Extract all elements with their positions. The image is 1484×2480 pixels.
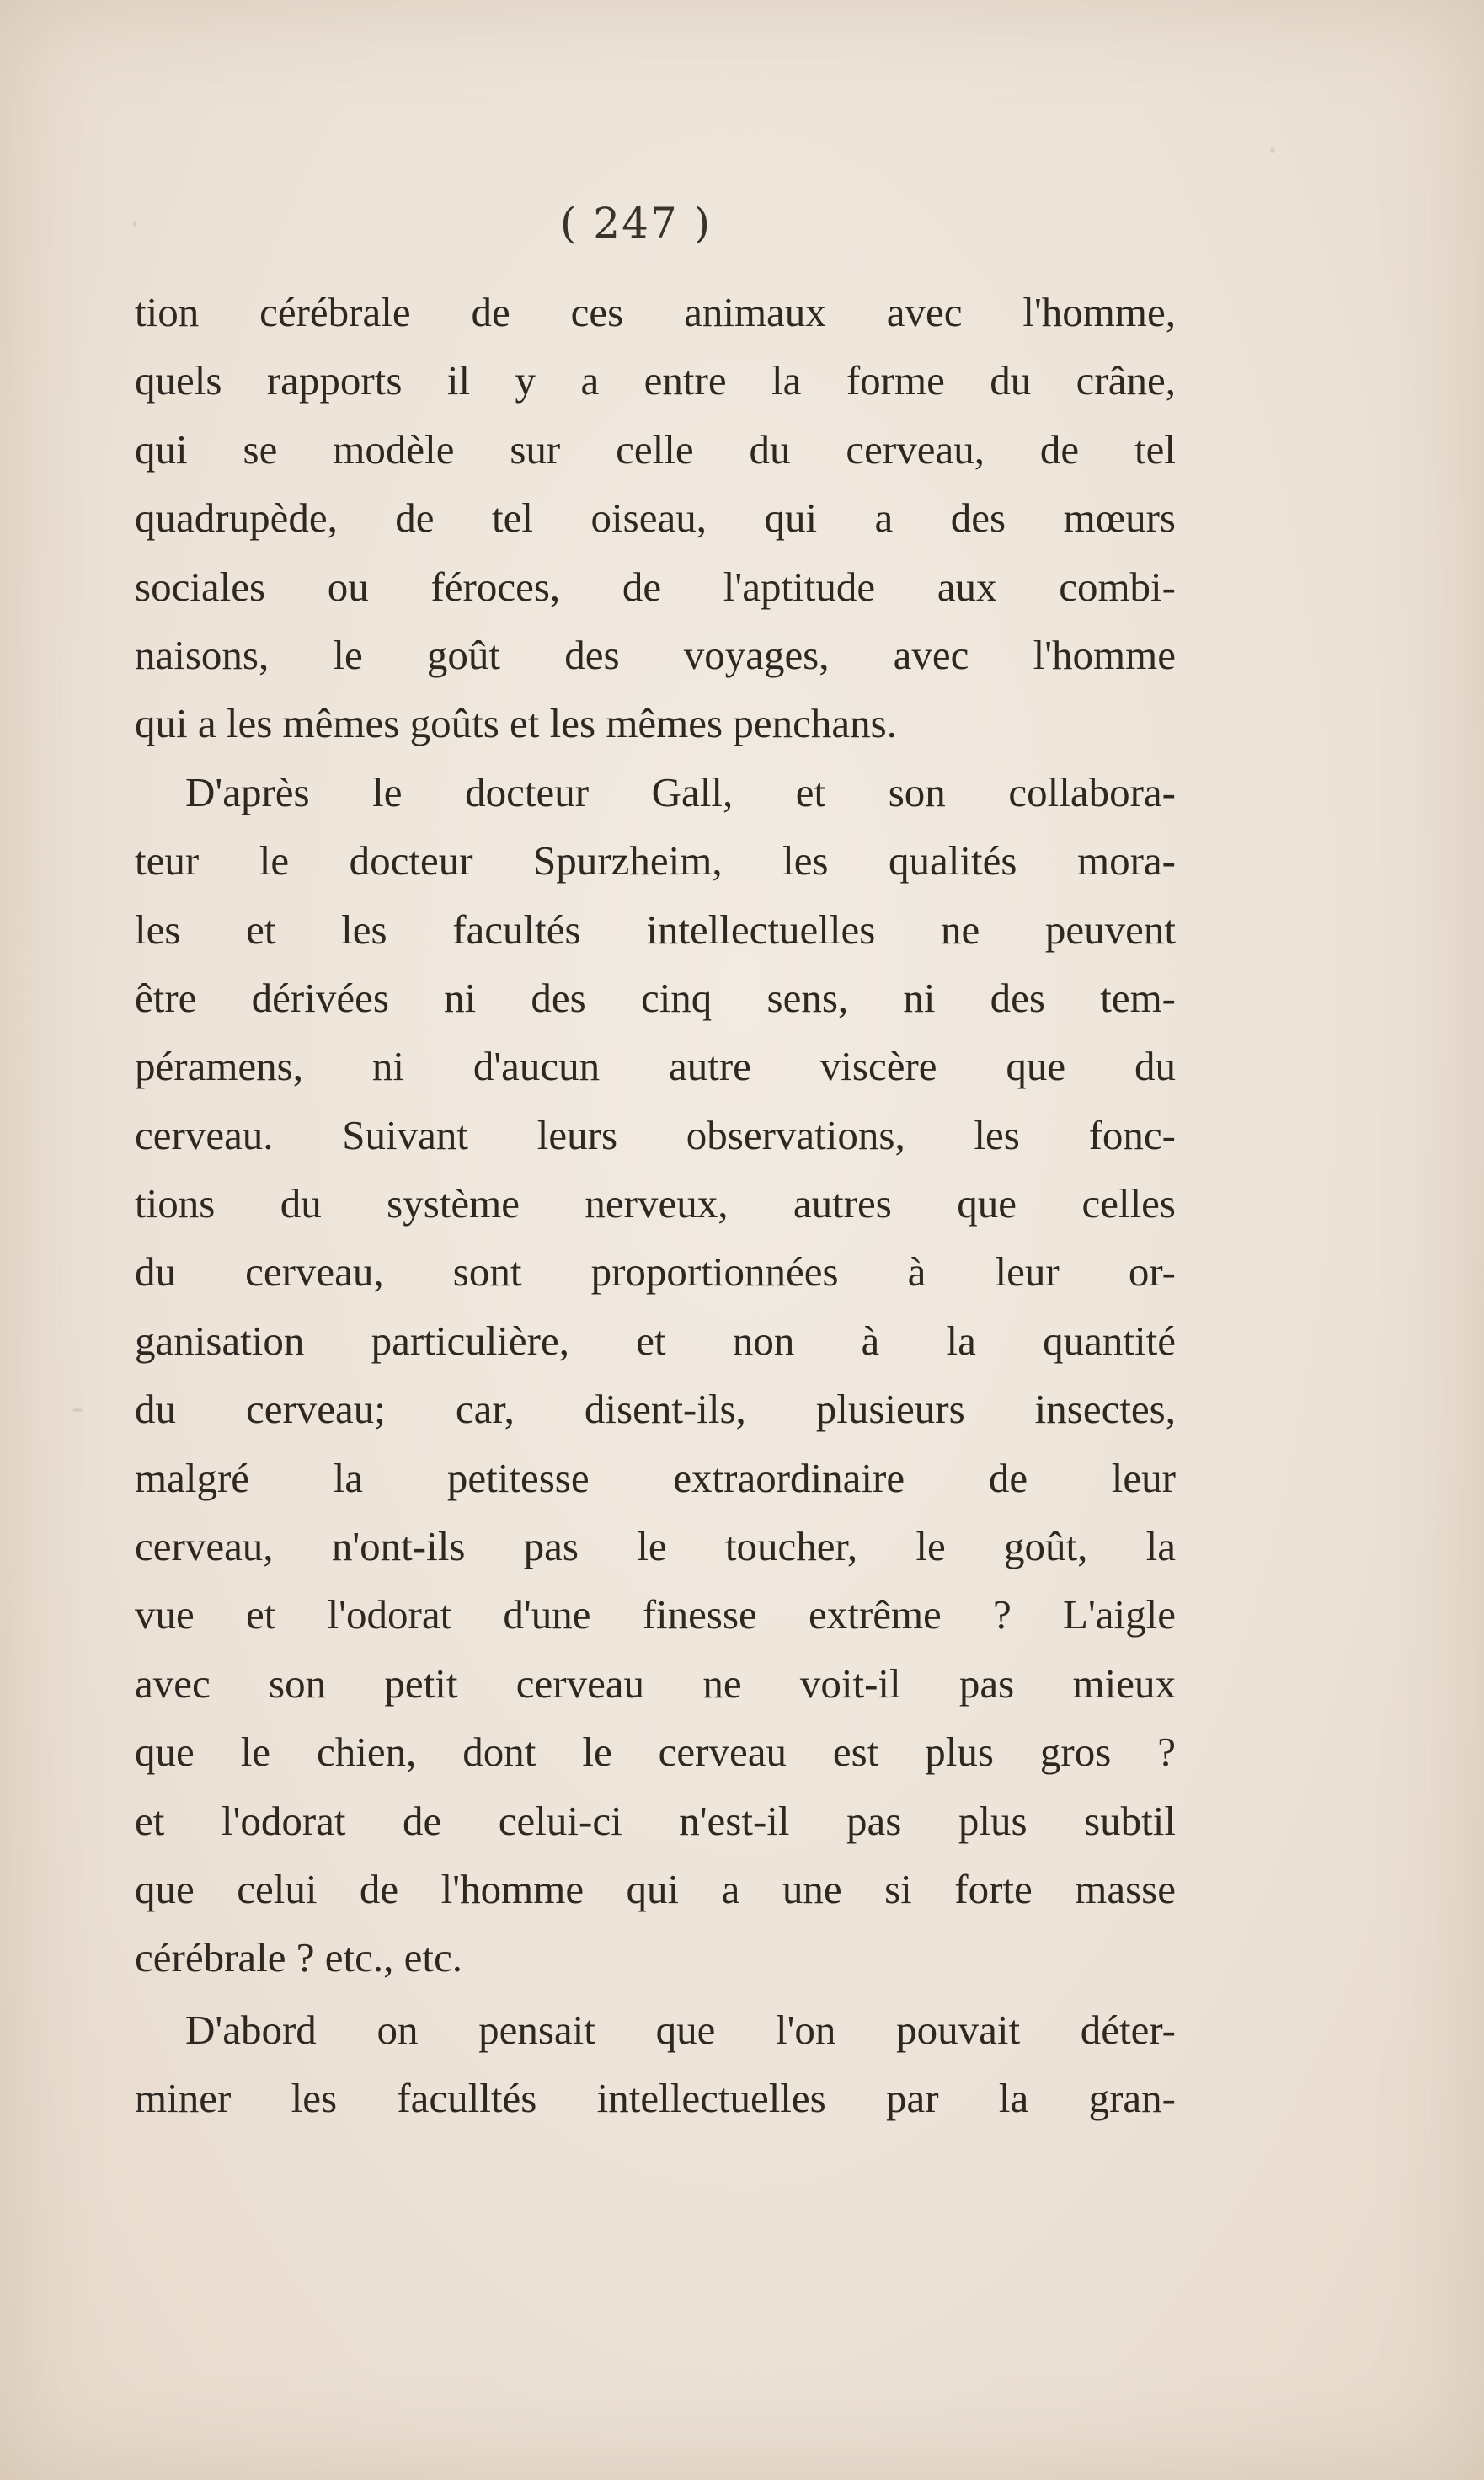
text-line: vue et l'odorat d'une finesse extrême ? L'aigle [135,1591,1176,1638]
text-line: cerveau. Suivant leurs observations, les fonc- [135,1111,1176,1158]
body-text [135,278,1176,2133]
text-line: sociales ou féroces, de l'aptitude aux combi- [135,563,1176,610]
text-line: D'abord on pensait que l'on pouvait déter- [185,2006,1176,2053]
text-line: du cerveau, sont proportionnées à leur or- [135,1248,1176,1296]
text-line: et l'odorat de celui-ci n'est-il pas plus subtil [135,1797,1176,1844]
text-line: être dérivées ni des cinq sens, ni des tem- [135,974,1176,1021]
paper-spot [1270,148,1275,153]
text-line: tions du système nerveux, autres que celles [135,1180,1176,1227]
text-line: D'après le docteur Gall, et son collabora- [185,768,1176,815]
text-line: du cerveau; car, disent-ils, plusieurs insectes, [135,1386,1176,1433]
text-line: que le chien, dont le cerveau est plus gros ? [135,1729,1176,1776]
text-line: avec son petit cerveau ne voit-il pas mieux [135,1660,1176,1707]
text-line: ganisation particulière, et non à la quantité [135,1317,1176,1364]
text-line: tion cérébrale de ces animaux avec l'homme, [135,289,1176,335]
paper-spot [72,1408,83,1412]
text-line: quels rapports il y a entre la forme du crâne, [135,357,1176,404]
text-line: qui se modèle sur celle du cerveau, de tel [135,425,1176,473]
text-line: qui a les mêmes goûts et les mêmes penchans. [135,700,897,747]
text-line: péramens, ni d'aucun autre viscère que du [135,1043,1176,1090]
text-line: malgré la petitesse extraordinaire de leur [135,1454,1176,1501]
text-line: teur le docteur Spurzheim, les qualités mora- [135,837,1176,885]
text-line: que celui de l'homme qui a une si forte masse [135,1865,1176,1912]
text-line: cerveau, n'ont-ils pas le toucher, le goût, la [135,1523,1176,1570]
text-line: quadrupède, de tel oiseau, qui a des mœurs [135,494,1176,542]
page-number: ( 247 ) [559,199,713,248]
text-line: les et les facultés intellectuelles ne peuvent [135,906,1176,953]
text-line: miner les faculltés intellectuelles par la gran- [135,2075,1176,2122]
text-line: naisons, le goût des voyages, avec l'homme [135,631,1176,678]
text-line: cérébrale ? etc., etc. [135,1934,462,1981]
